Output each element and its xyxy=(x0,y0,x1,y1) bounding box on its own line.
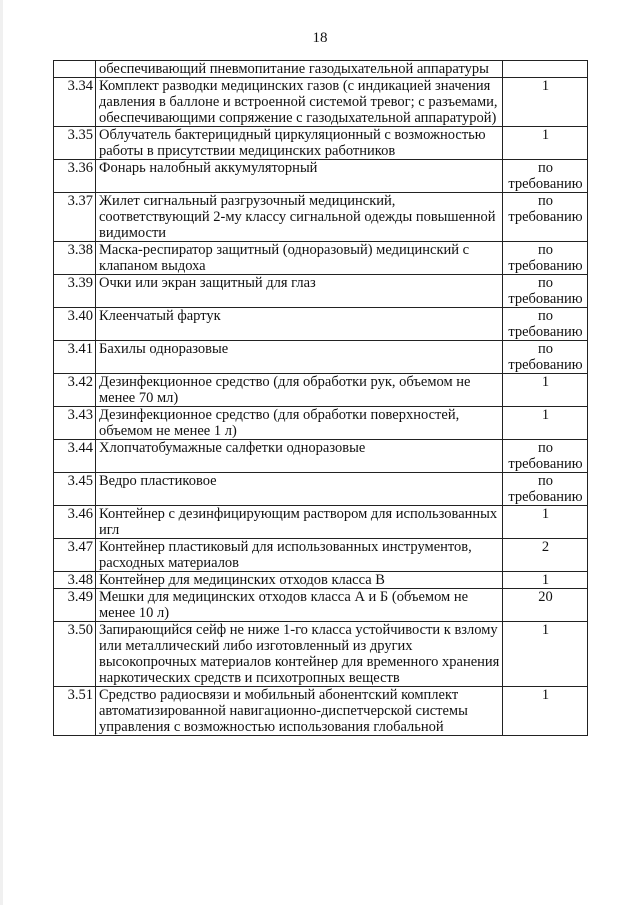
page-number: 18 xyxy=(312,30,328,46)
table-row xyxy=(54,61,588,78)
item-number: 3.49 xyxy=(54,589,96,622)
item-quantity: 1 xyxy=(503,374,588,407)
item-name: Хлопчатобумажные салфетки одноразовые xyxy=(96,440,503,473)
table-row xyxy=(54,127,588,160)
item-number: 3.44 xyxy=(54,440,96,473)
scan-edge xyxy=(0,0,3,905)
item-quantity: 1 xyxy=(503,127,588,160)
item-quantity: по требованию xyxy=(503,160,588,193)
item-number: 3.37 xyxy=(54,193,96,242)
item-name: Контейнер для медицинских отходов класса В xyxy=(96,572,503,589)
table-row xyxy=(54,193,588,242)
item-quantity: по требованию xyxy=(503,242,588,275)
item-quantity: по требованию xyxy=(503,341,588,374)
item-quantity: 2 xyxy=(503,539,588,572)
item-name: Ведро пластиковое xyxy=(96,473,503,506)
equipment-table-body xyxy=(54,61,588,736)
item-name: Очки или экран защитный для глаз xyxy=(96,275,503,308)
item-name: Облучатель бактерицидный циркуляционный с возможностью работы в присутствии медицинских работников xyxy=(96,127,503,160)
item-quantity: по требованию xyxy=(503,193,588,242)
item-name: обеспечивающий пневмопитание газодыхательной аппаратуры xyxy=(96,61,503,78)
item-quantity: 1 xyxy=(503,687,588,736)
item-number: 3.46 xyxy=(54,506,96,539)
item-number: 3.42 xyxy=(54,374,96,407)
item-name: Запирающийся сейф не ниже 1-го класса устойчивости к взлому или металлический либо изготовленный из других высокопрочных материалов контейнер для временного хранения наркотических средств и психотропных веществ xyxy=(96,622,503,687)
table-row xyxy=(54,242,588,275)
item-number: 3.39 xyxy=(54,275,96,308)
item-name: Фонарь налобный аккумуляторный xyxy=(96,160,503,193)
item-name: Комплект разводки медицинских газов (с индикацией значения давления в баллоне и встроенной системой тревог; с разъемами, обеспечивающими сопряжение с газодыхательной аппаратурой) xyxy=(96,78,503,127)
table-row xyxy=(54,440,588,473)
item-number: 3.43 xyxy=(54,407,96,440)
table-row xyxy=(54,572,588,589)
table-row xyxy=(54,275,588,308)
item-name: Мешки для медицинских отходов класса А и Б (объемом не менее 10 л) xyxy=(96,589,503,622)
item-name: Дезинфекционное средство (для обработки рук, объемом не менее 70 мл) xyxy=(96,374,503,407)
item-name: Клеенчатый фартук xyxy=(96,308,503,341)
item-number: 3.48 xyxy=(54,572,96,589)
item-number: 3.47 xyxy=(54,539,96,572)
item-number: 3.45 xyxy=(54,473,96,506)
item-quantity: 20 xyxy=(503,589,588,622)
item-name: Маска-респиратор защитный (одноразовый) медицинский с клапаном выдоха xyxy=(96,242,503,275)
table-row xyxy=(54,589,588,622)
table-row xyxy=(54,539,588,572)
item-quantity: 1 xyxy=(503,506,588,539)
item-number: 3.40 xyxy=(54,308,96,341)
item-name: Бахилы одноразовые xyxy=(96,341,503,374)
item-number: 3.38 xyxy=(54,242,96,275)
item-quantity: 1 xyxy=(503,572,588,589)
item-number: 3.51 xyxy=(54,687,96,736)
table-row xyxy=(54,341,588,374)
table-row xyxy=(54,506,588,539)
item-name: Средство радиосвязи и мобильный абонентский комплект автоматизированной навигационно-диспетчерской системы управления с возможностью использования глобальной xyxy=(96,687,503,736)
item-name: Жилет сигнальный разгрузочный медицинский, соответствующий 2-му классу сигнальной одежды повышенной видимости xyxy=(96,193,503,242)
table-row xyxy=(54,78,588,127)
equipment-table xyxy=(53,60,588,736)
item-quantity: по требованию xyxy=(503,440,588,473)
item-quantity: 1 xyxy=(503,407,588,440)
table-row xyxy=(54,473,588,506)
table-row xyxy=(54,687,588,736)
item-quantity: 1 xyxy=(503,622,588,687)
table-row xyxy=(54,160,588,193)
item-number: 3.36 xyxy=(54,160,96,193)
table-row xyxy=(54,407,588,440)
table-row xyxy=(54,308,588,341)
item-quantity: по требованию xyxy=(503,275,588,308)
item-name: Дезинфекционное средство (для обработки поверхностей, объемом не менее 1 л) xyxy=(96,407,503,440)
item-number: 3.35 xyxy=(54,127,96,160)
item-name: Контейнер пластиковый для использованных инструментов, расходных материалов xyxy=(96,539,503,572)
item-name: Контейнер с дезинфицирующим раствором для использованных игл xyxy=(96,506,503,539)
item-quantity: по требованию xyxy=(503,473,588,506)
table-row xyxy=(54,374,588,407)
item-number xyxy=(54,61,96,78)
table-row xyxy=(54,622,588,687)
item-quantity: по требованию xyxy=(503,308,588,341)
item-quantity: 1 xyxy=(503,78,588,127)
item-number: 3.50 xyxy=(54,622,96,687)
item-number: 3.41 xyxy=(54,341,96,374)
item-number: 3.34 xyxy=(54,78,96,127)
item-quantity xyxy=(503,61,588,78)
